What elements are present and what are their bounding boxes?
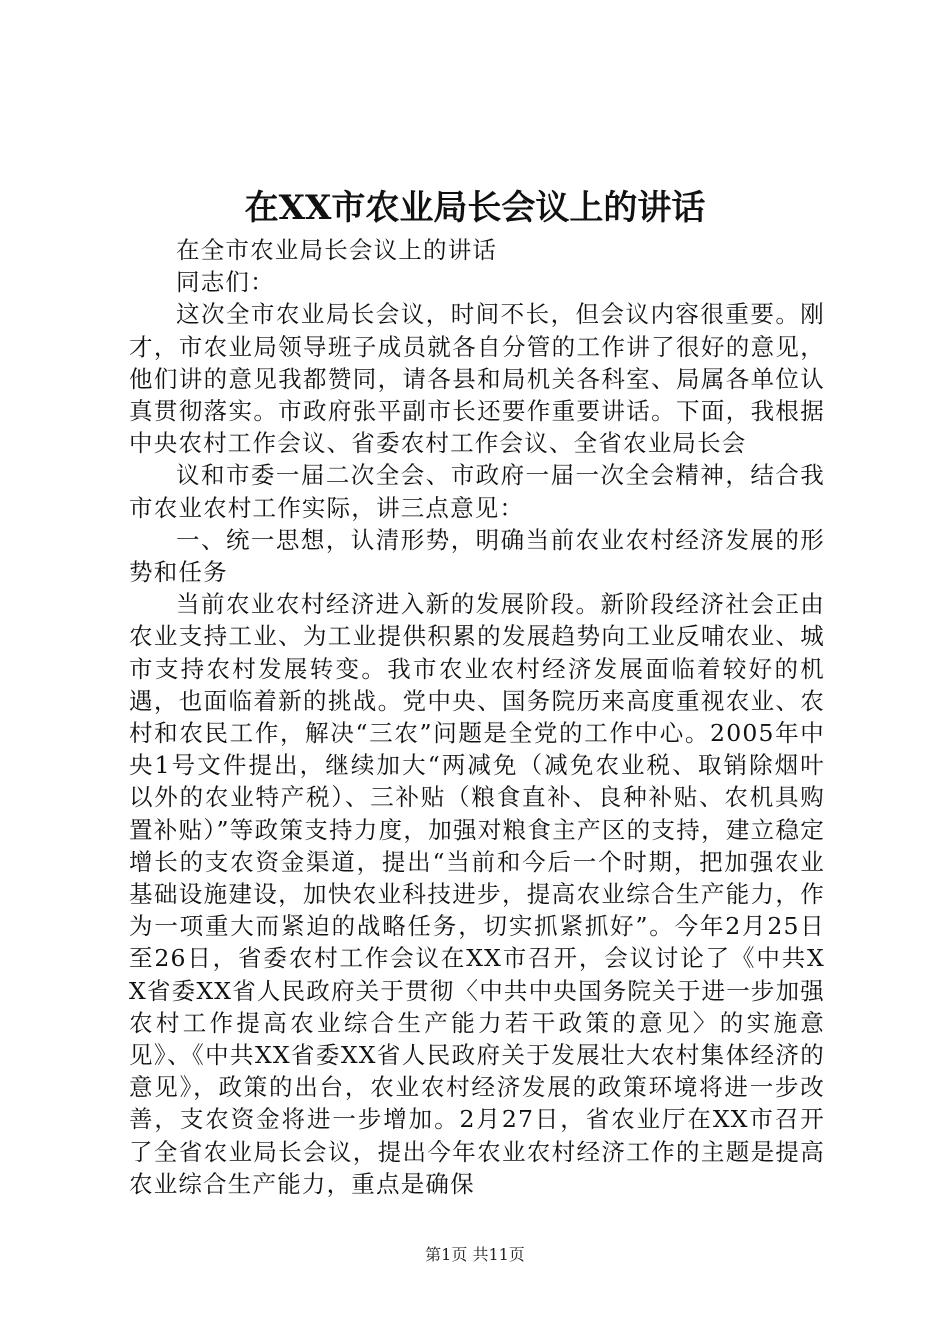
paragraph-subtitle: 在全市农业局长会议上的讲话 [176, 236, 498, 264]
document-body [129, 234, 825, 1200]
paragraph-salutation: 同志们： [176, 268, 275, 297]
paragraph-three-points: 议和市委一届二次全会、市政府一届一次全会精神，结合我市农业农村工作实际，讲三点意见： [129, 461, 825, 522]
paragraph-opening: 这次全市农业局长会议，时间不长，但会议内容很重要。刚才，市农业局领导班子成员就各自分管的工作讲了很好的意见，他们讲的意见我都赞同，请各县和局机关各科室、局属各单位认真贯彻落实。市政府张平副市长还要作重要讲话。下面，我根据中央农村工作会议、省委农村工作会议、全省农业局长会 [129, 300, 825, 458]
document-title: 在XX市农业局长会议上的讲话 [244, 188, 706, 228]
section-heading-one: 一、统一思想，认清形势，明确当前农业农村经济发展的形势和任务 [129, 525, 825, 587]
page-footer: 第1页 共11页 [425, 1245, 525, 1264]
paragraph-current-situation: 当前农业农村经济进入新的发展阶段。新阶段经济社会正由农业支持工业、为工业提供积累的发展趋势向工业反哺农业、城市支持农村发展转变。我市农业农村经济发展面临着较好的机遇，也面临着新的挑战。党中央、国务院历来高度重视农业、农村和农民工作，解决“三农”问题是全党的工作中心。2005年中央1号文件提出，继续加大“两减免（减免农业税、取销除烟叶以外的农业特产税）、三补贴（粮食直补、良种补贴、农机具购置补贴）”等政策支持力度，加强对粮食主产区的支持，建立稳定增长的支农资金渠道，提出“当前和今后一个时期，把加强农业基础设施建设，加快农业科技进步，提高农业综合生产能力，作为一项重大而紧迫的战略任务，切实抓紧抓好”。今年2月25日至26日，省委农村工作会议在XX市召开，会议讨论了《中共XX省委XX省人民政府关于贯彻〈中共中央国务院关于进一步加强农村工作提高农业综合生产能力若干政策的意见〉的实施意见》、《中共XX省委XX省人民政府关于发展壮大农村集体经济的意见》，政策的出台，农业农村经济发展的政策环境将进一步改善，支农资金将进一步增加。2月27日，省农业厅在XX市召开了全省农业局长会议，提出今年农业农村经济工作的主题是提高农业综合生产能力，重点是确保 [129, 590, 825, 1198]
